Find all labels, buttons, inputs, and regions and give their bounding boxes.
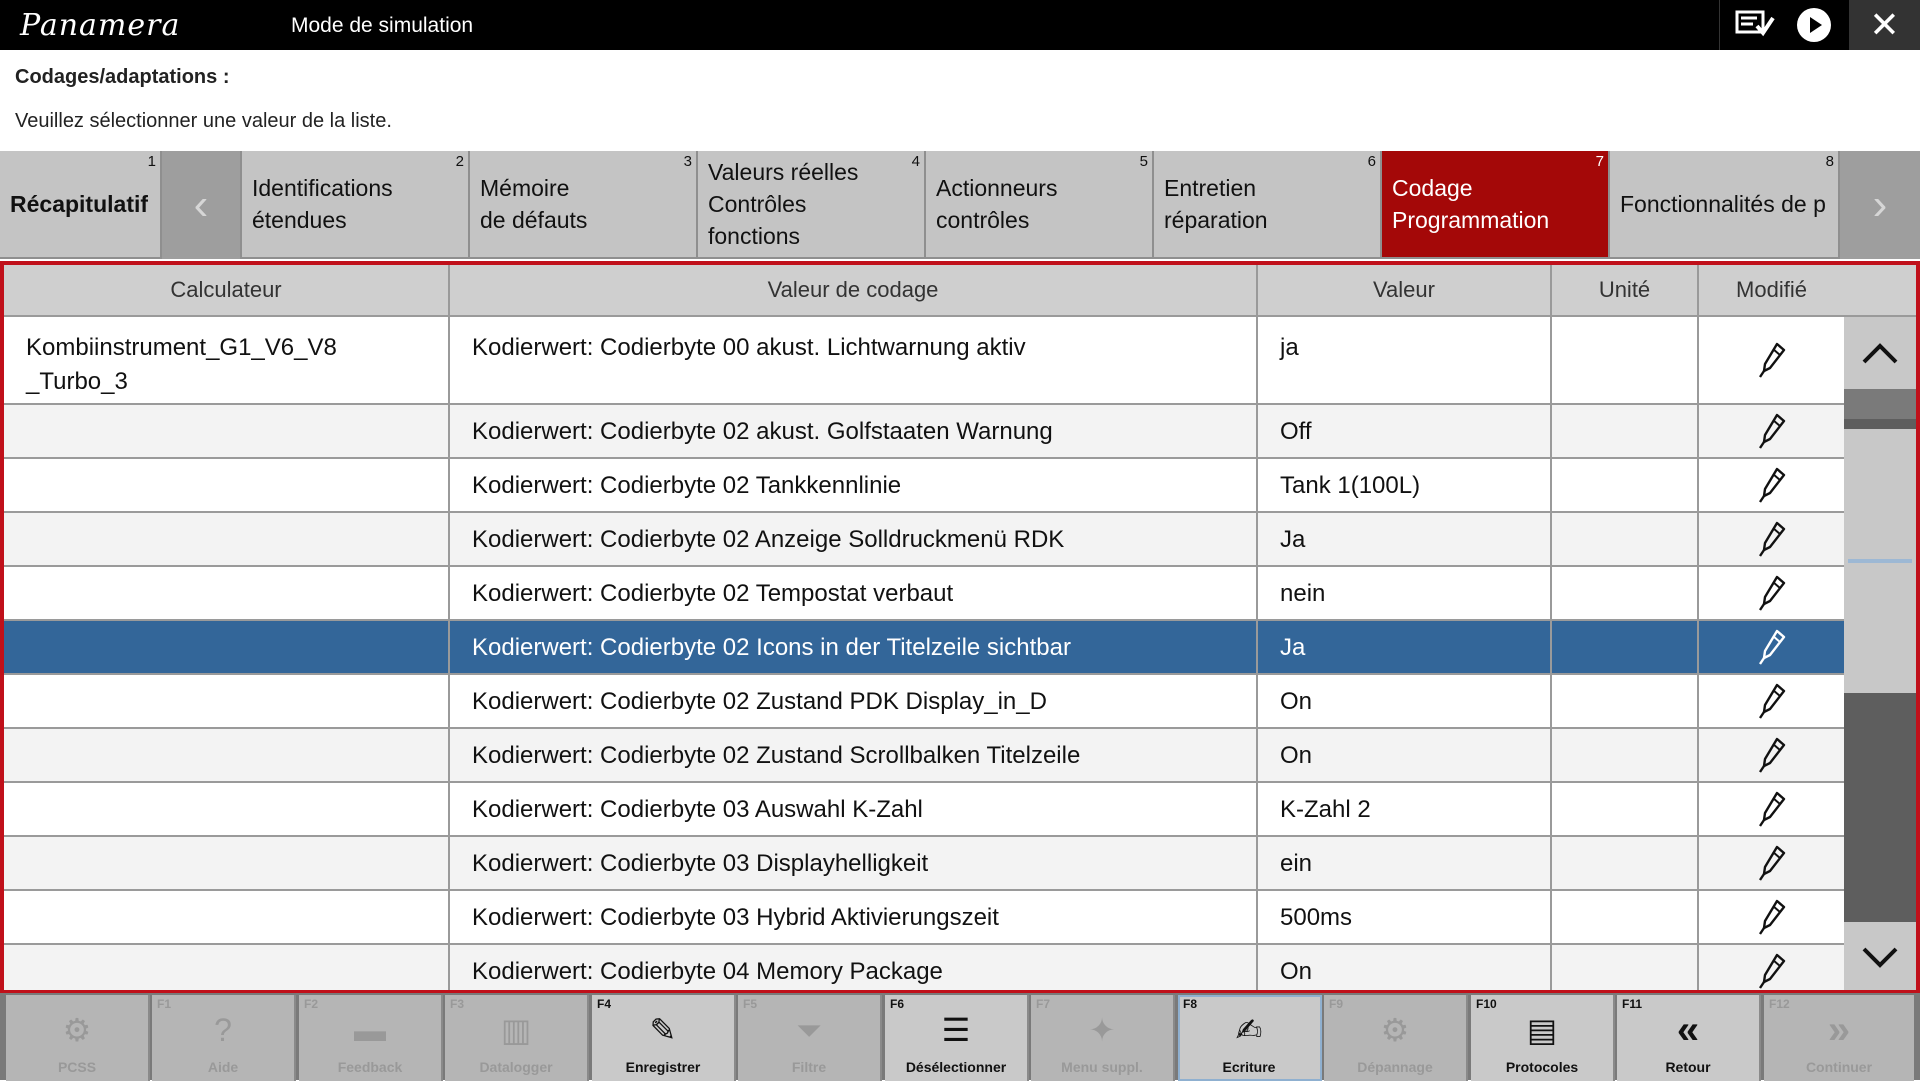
fkey-label: F1 (157, 997, 172, 1011)
column-header-calculateur[interactable]: Calculateur (4, 265, 450, 315)
close-icon: ✕ (1869, 4, 1900, 45)
ecu-cell (4, 567, 450, 619)
modified-cell (1699, 621, 1844, 673)
coding-cell: Kodierwert: Codierbyte 02 Zustand PDK Display_in_D (450, 675, 1258, 727)
value-cell: 500ms (1258, 891, 1552, 943)
write-pen-icon (1757, 574, 1787, 612)
fkey-text: Menu suppl. (1061, 1059, 1143, 1075)
back-button[interactable] (1617, 995, 1761, 1081)
troubleshooting-button[interactable] (1324, 995, 1468, 1081)
tab-label: Entretien réparation (1164, 175, 1268, 233)
pcss-button[interactable] (6, 995, 150, 1081)
tab-number: 2 (455, 153, 464, 170)
datalogger-button[interactable] (445, 995, 589, 1081)
fkey-label: F11 (1622, 997, 1643, 1011)
pcss-icon: ⚙ (62, 1012, 92, 1048)
coding-cell: Kodierwert: Codierbyte 02 Zustand Scrollbalken Titelzeile (450, 729, 1258, 781)
title-bar (0, 0, 1920, 50)
write-pen-icon (1757, 898, 1787, 936)
unit-cell (1552, 891, 1699, 943)
coding-cell: Kodierwert: Codierbyte 02 akust. Golfstaaten Warnung (450, 405, 1258, 457)
tab-identifications[interactable] (242, 151, 470, 259)
tab-label: Fonctionnalités de p (1620, 191, 1826, 217)
help-button[interactable] (152, 995, 296, 1081)
modified-cell (1699, 729, 1844, 781)
write-pen-icon (1757, 466, 1787, 504)
value-cell: On (1258, 945, 1552, 990)
table-row[interactable] (4, 513, 1844, 567)
scroll-thumb[interactable] (1844, 429, 1916, 693)
tab-bar (0, 151, 1920, 259)
fkey-label: F3 (450, 997, 465, 1011)
fkey-label: F6 (890, 997, 905, 1011)
unit-cell (1552, 567, 1699, 619)
ecu-cell (4, 783, 450, 835)
write-pen-icon (1757, 844, 1787, 882)
scroll-down-button[interactable] (1844, 922, 1916, 990)
coding-cell: Kodierwert: Codierbyte 02 Anzeige Solldruckmenü RDK (450, 513, 1258, 565)
write-pen-icon (1757, 341, 1787, 379)
extra-menu-icon: ✦ (1088, 1012, 1116, 1048)
write-pen-icon (1757, 682, 1787, 720)
mode-label: Mode de simulation (291, 14, 474, 37)
unit-cell (1552, 783, 1699, 835)
value-cell: On (1258, 675, 1552, 727)
fkey-label: F12 (1769, 997, 1790, 1011)
modified-cell (1699, 891, 1844, 943)
tab-scroll-right-button[interactable] (1840, 151, 1920, 259)
tab-memoire-defauts[interactable] (470, 151, 698, 259)
modified-cell (1699, 567, 1844, 619)
table-row[interactable] (4, 405, 1844, 459)
play-icon (1797, 8, 1831, 42)
coding-cell: Kodierwert: Codierbyte 02 Tankkennlinie (450, 459, 1258, 511)
fkey-label: F8 (1183, 997, 1198, 1011)
feedback-button[interactable] (299, 995, 443, 1081)
back-icon: « (1676, 1008, 1700, 1052)
filter-button[interactable] (738, 995, 882, 1081)
fkey-label: F5 (743, 997, 758, 1011)
ecu-cell (4, 459, 450, 511)
app-logo: Panamera (20, 8, 181, 43)
ecu-cell (4, 729, 450, 781)
coding-cell: Kodierwert: Codierbyte 03 Hybrid Aktivierungszeit (450, 891, 1258, 943)
fkey-text: Feedback (337, 1059, 403, 1075)
scroll-up-button[interactable] (1844, 317, 1916, 389)
fkey-text: Ecriture (1222, 1059, 1276, 1075)
ecu-cell: Kombiinstrument_G1_V6_V8 _Turbo_3 (4, 317, 450, 403)
unit-cell (1552, 945, 1699, 990)
fkey-text: Enregistrer (625, 1059, 701, 1075)
write-button[interactable] (1178, 995, 1322, 1081)
chevron-down-icon (1860, 945, 1900, 971)
table-row[interactable] (4, 459, 1844, 513)
fkey-label: F7 (1036, 997, 1051, 1011)
fkey-label: F4 (597, 997, 612, 1011)
coding-cell: Kodierwert: Codierbyte 02 Icons in der Titelzeile sichtbar (450, 621, 1258, 673)
ecu-cell (4, 945, 450, 990)
coding-cell: Kodierwert: Codierbyte 00 akust. Lichtwarnung aktiv (450, 317, 1258, 403)
fkey-text: Continuer (1805, 1059, 1873, 1075)
table-row-selected[interactable] (4, 621, 1844, 675)
value-cell: Ja (1258, 621, 1552, 673)
protocols-button[interactable] (1471, 995, 1615, 1081)
unit-cell (1552, 621, 1699, 673)
feedback-icon: ▬ (354, 1012, 386, 1048)
unit-cell (1552, 675, 1699, 727)
ecu-cell (4, 405, 450, 457)
coding-cell: Kodierwert: Codierbyte 03 Displayhelligkeit (450, 837, 1258, 889)
extra-menu-button[interactable] (1031, 995, 1175, 1081)
write-pen-icon (1757, 736, 1787, 774)
fkey-label: F2 (304, 997, 319, 1011)
column-header-modifie[interactable]: Modifié (1736, 277, 1807, 302)
tab-number: 4 (911, 153, 920, 170)
fkey-label: F10 (1476, 997, 1497, 1011)
table-row[interactable] (4, 891, 1844, 945)
coding-table-panel (0, 261, 1920, 990)
coding-cell: Kodierwert: Codierbyte 04 Memory Package (450, 945, 1258, 990)
ecu-cell (4, 675, 450, 727)
write-pen-icon (1757, 628, 1787, 666)
value-cell: nein (1258, 567, 1552, 619)
tab-label: Valeurs réelles Contrôles fonctions (708, 159, 859, 249)
continue-button[interactable] (1764, 995, 1914, 1081)
tab-label: Identifications étendues (252, 175, 393, 233)
write-pen-icon (1757, 412, 1787, 450)
value-cell: On (1258, 729, 1552, 781)
write-pen-icon (1757, 952, 1787, 990)
save-icon: ✎ (649, 1012, 677, 1048)
unit-cell (1552, 729, 1699, 781)
modified-cell (1699, 317, 1844, 403)
unit-cell (1552, 459, 1699, 511)
table-row[interactable] (4, 567, 1844, 621)
fkey-text: Aide (207, 1059, 239, 1075)
value-cell: Tank 1(100L) (1258, 459, 1552, 511)
deselect-button[interactable] (885, 995, 1029, 1081)
continue-icon: » (1827, 1008, 1851, 1052)
fkey-text: Désélectionner (905, 1059, 1007, 1075)
value-cell: Off (1258, 405, 1552, 457)
fkey-text: Dépannage (1357, 1059, 1433, 1075)
fkey-text: Protocoles (1505, 1059, 1579, 1075)
unit-cell (1552, 513, 1699, 565)
page-title: Codages/adaptations : (15, 66, 230, 88)
table-header (4, 265, 1844, 317)
modified-cell (1699, 405, 1844, 457)
value-cell: Ja (1258, 513, 1552, 565)
scrollbar-header (1844, 265, 1916, 317)
tab-label: Codage Programmation (1392, 175, 1550, 233)
tab-number: 7 (1595, 153, 1604, 170)
table-row[interactable] (4, 675, 1844, 729)
filter-icon: ⏷ (796, 1012, 822, 1048)
column-header-valeur-codage[interactable]: Valeur de codage (450, 265, 1258, 315)
save-button[interactable] (592, 995, 736, 1081)
write-icon: ✍ (1235, 1012, 1263, 1048)
value-cell: ja (1258, 317, 1552, 403)
tab-valeurs-reelles[interactable] (698, 151, 926, 259)
tab-fonctionnalites[interactable] (1610, 151, 1840, 259)
column-header-unite[interactable]: Unité (1552, 265, 1699, 315)
tab-scroll-left-button[interactable] (162, 151, 242, 259)
chevron-right-icon: › (1872, 180, 1888, 229)
chevron-left-icon: ‹ (193, 180, 209, 229)
tab-number: 1 (147, 153, 156, 170)
modified-cell (1699, 675, 1844, 727)
modified-cell (1699, 513, 1844, 565)
unit-cell (1552, 317, 1699, 403)
write-pen-icon (1757, 790, 1787, 828)
tab-label: Mémoire de défauts (480, 175, 588, 233)
play-button[interactable] (1779, 0, 1849, 50)
value-cell: K-Zahl 2 (1258, 783, 1552, 835)
scroll-track[interactable] (1844, 389, 1916, 419)
ecu-cell (4, 837, 450, 889)
ecu-cell (4, 513, 450, 565)
fkey-label: F9 (1329, 997, 1344, 1011)
fkey-text: Filtre (791, 1059, 827, 1075)
table-row[interactable] (4, 317, 1844, 405)
table-row[interactable] (4, 837, 1844, 891)
table-scrollbar[interactable] (1844, 265, 1916, 990)
function-key-bar (0, 990, 1920, 1080)
ecu-cell (4, 891, 450, 943)
coding-cell: Kodierwert: Codierbyte 02 Tempostat verbaut (450, 567, 1258, 619)
troubleshooting-icon: ⚙ (1380, 1012, 1410, 1048)
help-icon: ? (214, 1012, 232, 1048)
table-row[interactable] (4, 729, 1844, 783)
tab-number: 6 (1367, 153, 1376, 170)
fkey-text: Datalogger (479, 1059, 553, 1075)
coding-cell: Kodierwert: Codierbyte 03 Auswahl K-Zahl (450, 783, 1258, 835)
table-row[interactable] (4, 783, 1844, 837)
table-row[interactable] (4, 945, 1844, 990)
tab-recapitulatif[interactable] (0, 151, 162, 259)
page-instruction: Veuillez sélectionner une valeur de la liste. (15, 110, 392, 132)
fkey-text: PCSS (57, 1059, 97, 1075)
tab-entretien[interactable] (1154, 151, 1382, 259)
write-pen-icon (1757, 520, 1787, 558)
datalogger-icon: ▥ (500, 1012, 532, 1048)
modified-cell (1699, 459, 1844, 511)
tab-codage-programmation[interactable] (1382, 151, 1610, 259)
tab-actionneurs[interactable] (926, 151, 1154, 259)
tab-number: 8 (1825, 153, 1834, 170)
column-header-valeur[interactable]: Valeur (1258, 265, 1552, 315)
modified-cell (1699, 945, 1844, 990)
close-button[interactable] (1849, 0, 1920, 50)
modified-cell (1699, 837, 1844, 889)
check-list-icon (1735, 8, 1775, 43)
chevron-up-icon (1860, 340, 1900, 366)
unit-cell (1552, 405, 1699, 457)
tab-label: Actionneurs contrôles (936, 175, 1058, 233)
protocols-icon: ▤ (1526, 1012, 1558, 1048)
tab-number: 3 (683, 153, 692, 170)
unit-cell (1552, 837, 1699, 889)
deselect-icon: ☰ (941, 1012, 971, 1048)
tab-number: 5 (1139, 153, 1148, 170)
modified-cell (1699, 783, 1844, 835)
ecu-cell (4, 621, 450, 673)
fkey-text: Retour (1665, 1059, 1711, 1075)
tab-label: Récapitulatif (10, 191, 149, 217)
value-cell: ein (1258, 837, 1552, 889)
